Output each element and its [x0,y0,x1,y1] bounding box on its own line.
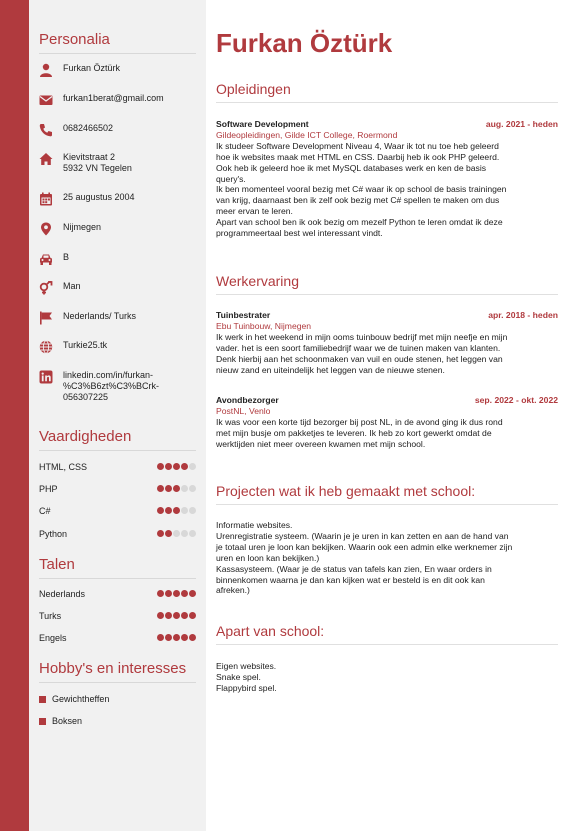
website-row [39,340,199,354]
language-rating [156,589,196,599]
language-label: Engels [39,633,67,643]
envelope-icon [39,93,53,107]
email-text[interactable]: furkan1berat@gmail.com [63,93,164,103]
rating-dot [157,463,164,470]
entry-role: Avondbezorger [216,395,279,405]
city-row [39,222,199,236]
entry-description: Ik was voor een korte tijd bezorger bij post NL, in de avond ging ik dus rond met mijn busje om pakketjes te leveren. Ik heb zo kort gewerkt omdat de werktijden niet meer overeen kwamen met mijn school. [216,416,503,449]
skill-item [39,462,196,472]
gender-icon [39,281,53,295]
hobby-label: Gewichtheffen [52,694,110,704]
rating-dot [173,485,180,492]
rating-dot [165,463,172,470]
rating-dot [165,507,172,514]
rating-dot [165,590,172,597]
language-rating [156,633,196,643]
rating-dot [165,612,172,619]
rating-dot [181,463,188,470]
rating-dot [189,612,196,619]
personal-name: Furkan Öztürk [63,63,121,73]
skill-label: PHP [39,484,58,494]
phone-icon [39,123,53,137]
rating-dot [157,485,164,492]
rating-dot [173,590,180,597]
birthdate-text: 25 augustus 2004 [63,192,135,202]
work-entry [216,395,558,450]
skill-label: Python [39,529,68,539]
education-heading: Opleidingen [216,81,558,103]
flag-icon [39,311,53,325]
personal-name-row [39,63,199,77]
page-title: Furkan Öztürk [216,28,393,58]
skill-label: C# [39,506,51,516]
rating-dot [181,530,188,537]
rating-dot [173,507,180,514]
skill-rating [156,462,196,472]
entry-date: sep. 2022 - okt. 2022 [474,395,558,405]
bullet-square-icon [39,696,46,703]
rating-dot [157,612,164,619]
bullet-square-icon [39,718,46,725]
personalia-heading: Personalia [39,31,196,54]
city-text: Nijmegen [63,222,102,232]
entry-description: Ik werk in het weekend in mijn ooms tuinbouw bedrijf met mijn neefje en mijn vader. het is een soort familiebedrijf waar we de tuinen maken van klanten. Denk hierbij aan het schoonmaken van vuil en oude stenen, het leggen van nieuw zand en uiteindelijk het leggen van de nieuwe stenen. [216,331,508,375]
rating-dot [181,612,188,619]
skill-item [39,506,196,516]
rating-dot [173,530,180,537]
rating-dot [181,590,188,597]
entry-org: PostNL, Venlo [216,405,271,416]
website-text[interactable]: Turkie25.tk [63,340,108,350]
rating-dot [181,485,188,492]
hobby-label: Boksen [52,716,83,726]
phone-row [39,123,199,137]
language-item [39,611,196,621]
main-content [206,0,587,831]
gender-row [39,281,199,295]
globe-icon [39,340,53,354]
hobby-item [39,716,82,726]
skill-item [39,484,196,494]
location-pin-icon [39,222,53,236]
language-rating [156,611,196,621]
rating-dot [173,612,180,619]
hobbies-heading: Hobby's en interesses [39,660,196,683]
birthdate-row [39,192,199,206]
license-row [39,252,199,266]
accent-stripe [0,0,29,831]
rating-dot [173,463,180,470]
rating-dot [157,634,164,641]
phone-text: 0682466502 [63,123,114,133]
sidebar [29,0,206,831]
nationality-row [39,311,199,325]
rating-dot [189,507,196,514]
linkedin-row [39,370,199,403]
calendar-icon [39,192,53,206]
entry-role: Software Development [216,119,309,129]
apart-heading: Apart van school: [216,623,558,645]
language-item [39,589,196,599]
skill-item [39,529,196,539]
skill-label: HTML, CSS [39,462,88,472]
hobby-item [39,694,109,704]
home-icon [39,152,53,166]
rating-dot [173,634,180,641]
language-label: Nederlands [39,589,86,599]
apart-text: Eigen websites. Snake spel. Flappybird spel. [216,661,277,693]
work-heading: Werkervaring [216,273,558,295]
nationality-text: Nederlands/ Turks [63,311,137,321]
gender-text: Man [63,281,81,291]
email-row [39,93,199,107]
entry-date: apr. 2018 - heden [488,310,558,320]
address-text: Kievitstraat 2 5932 VN Tegelen [63,152,132,173]
person-icon [39,63,53,77]
rating-dot [189,530,196,537]
rating-dot [157,590,164,597]
rating-dot [189,590,196,597]
rating-dot [181,634,188,641]
rating-dot [157,530,164,537]
rating-dot [165,485,172,492]
skill-rating [156,529,196,539]
rating-dot [189,463,196,470]
rating-dot [189,485,196,492]
rating-dot [189,634,196,641]
skills-heading: Vaardigheden [39,428,196,451]
car-icon [39,252,53,266]
rating-dot [157,507,164,514]
address-row [39,152,199,174]
languages-heading: Talen [39,556,196,579]
entry-org: Gildeopleidingen, Gilde ICT College, Roermond [216,129,398,140]
projects-text: Informatie websites. Urenregistratie systeem. (Waarin je je uren in kan zetten en aan de hand van je totaal uren je loon kan bekijken. Waarin ook een admin elke werknemer zijn uren en loon kan bekijken.) Kassasysteem. (Waar je de status van tafels kan zien, En waar orders in binnenkomen waarna je dan kan kijken wat er besteld is en dit ook kan afreken.) [216,520,513,596]
entry-org: Ebu Tuinbouw, Nijmegen [216,320,312,331]
skill-rating [156,506,196,516]
license-text: B [63,252,70,262]
education-entry [216,119,558,239]
language-item [39,633,196,643]
linkedin-text[interactable]: linkedin.com/in/furkan- %C3%B6zt%C3%BCrk- 056307225 [63,370,160,402]
rating-dot [165,634,172,641]
entry-description: Ik studeer Software Development Niveau 4, Waar ik tot nu toe heb geleerd hoe ik websites maak met HTML en CSS. Daarbij heb ik ook PHP geleerd. Ook heb ik geleerd hoe ik met MySQL databases werk en ken de basis query's. Ik ben momenteel vooral bezig met C# waar ik op school de basis trainingen van krijg, daarnaast ben ik zelf ook bezig met C# spellen te maken om dus meer ervan te leren. Apart van school ben ik ook bezig om mezelf Python te leren omdat ik deze programmeertaal best wel interessant vindt. [216,140,507,239]
rating-dot [181,507,188,514]
entry-role: Tuinbestrater [216,310,271,320]
language-label: Turks [39,611,62,621]
linkedin-icon [39,370,53,384]
skill-rating [156,484,196,494]
entry-date: aug. 2021 - heden [485,119,558,129]
work-entry [216,310,558,375]
projects-heading: Projecten wat ik heb gemaakt met school: [216,483,558,505]
rating-dot [165,530,172,537]
